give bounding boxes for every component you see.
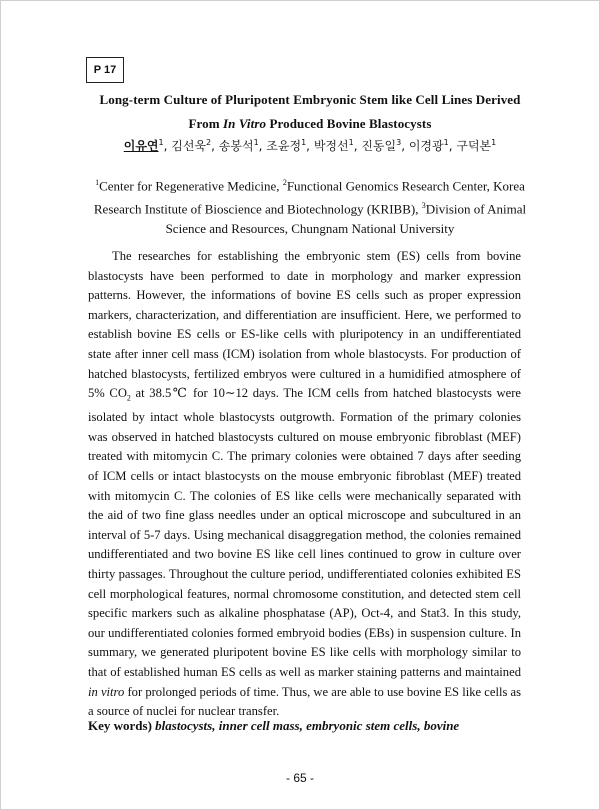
author-sup: 3 [396,138,402,147]
affil-sup: 2 [282,178,287,187]
co2-subscript: 2 [126,393,131,403]
author-name: 김선욱 [171,139,207,153]
affil-1: Center for Regenerative Medicine, [99,178,283,194]
title-line-2-post: Produced Bovine Blastocysts [266,116,432,131]
title-line-1: Long-term Culture of Pluripotent Embryonic Stem like Cell Lines Derived [99,92,521,107]
author-sup: 1 [443,138,449,147]
author-name: 이경광 [408,139,444,153]
author-list: 이유연$^1$, 김선욱$^2$, 송봉석$^1$, 조윤정$^1$, 박정선$^1$, 진동일$^3$, 이경광$^1$, 구덕본$^1$ [123,138,497,153]
abstract-italic: in vitro [88,684,125,699]
title-line-2-pre: From [188,116,224,131]
affil-3: Division of Animal Science and Resources, Chungnam National University [165,201,527,236]
author-sup: 1 [253,138,259,147]
poster-id-box: P 17 [86,57,124,83]
title-line-2 [60,116,560,132]
keywords [88,718,532,734]
author-sup: 2 [206,138,212,147]
keywords-terms: blastocysts, inner cell mass, embryonic stem cells, bovine [155,718,460,733]
abstract-part-2: at 38.5℃ for 10∼12 days. The ICM cells from hatched blastocysts were isolated by intact whole blastocysts outgrowth. Formation of the primary colonies was observed in hatched blastocysts cultured on mouse embryonic fibroblast (MEF) treated with mitomycin C. The primary colonies were obtained 7 days after seeding of ICM cells or intact blastocysts on the mouse embryonic fibroblast (MEF) treated with mitomycin C. The colonies of ES like cells were mechanically separated with the aid of two fine glass needles under an optical microscope and subcultured in an interval of 5-7 days. Using mechanical disaggregation method, the colonies remained undifferentiated and two bovine ES like cell lines continued to grow in culture over thirty passages. Throughout the culture period, undifferentiated colonies exhibited ES cell morphological features, normal chromosome constitution, and detected stem cell specific markers such as alkaline phosphatase (AP), Oct-4, and Stat3. In this study, our undifferentiated colonies formed embryoid bodies (EBs) in suspension culture. In summary, we generated pluripotent bovine ES like cells with morphology similar to that of established human ES cells as well as marker staining patterns and maintained [88,386,521,679]
author-name: 진동일 [361,139,397,153]
author-name: 이유연 [123,139,159,153]
abstract-part-3: for prolonged periods of time. Thus, we are able to use bovine ES like cells as a source of nuclei for nuclear transfer. [88,684,522,719]
keywords-label: Key words) [88,718,156,733]
author-sup: 1 [301,138,307,147]
affiliations [88,173,532,238]
affil-sup: 1 [95,178,100,187]
title-italic: In Vitro [223,116,267,131]
author-sup: 1 [158,138,164,147]
author-sup: 1 [348,138,354,147]
author-name: 박정선 [313,139,349,153]
author-name: 구덕본 [456,139,492,153]
page-number: - 65 - [285,771,314,785]
author-sup: 1 [491,138,497,147]
author-name: 조윤정 [266,139,302,153]
author-name: 송봉석 [218,139,254,153]
abstract-part-1: The researches for establishing the embryonic stem (ES) cells from bovine blastocysts have been performed to date in morphology and marker expression patterns. However, the informations of bovine ES cells such as proper expression markers, characterization, and differentiation are insufficient. Here, we performed to establish bovine ES cells or ES-like cells with pluripotency in an undifferentiated state after inner cell mass (ICM) isolation from whole blastocysts. For production of hatched blastocysts, fertilized embryos were cultured in a humidified atmosphere of 5% CO [88,249,521,401]
affil-2: Functional Genomics Research Center, Korea Research Institute of Bioscience and Biotechnology (KRIBB), [93,178,525,217]
abstract-body [88,247,521,722]
affil-sup: 3 [421,200,426,210]
